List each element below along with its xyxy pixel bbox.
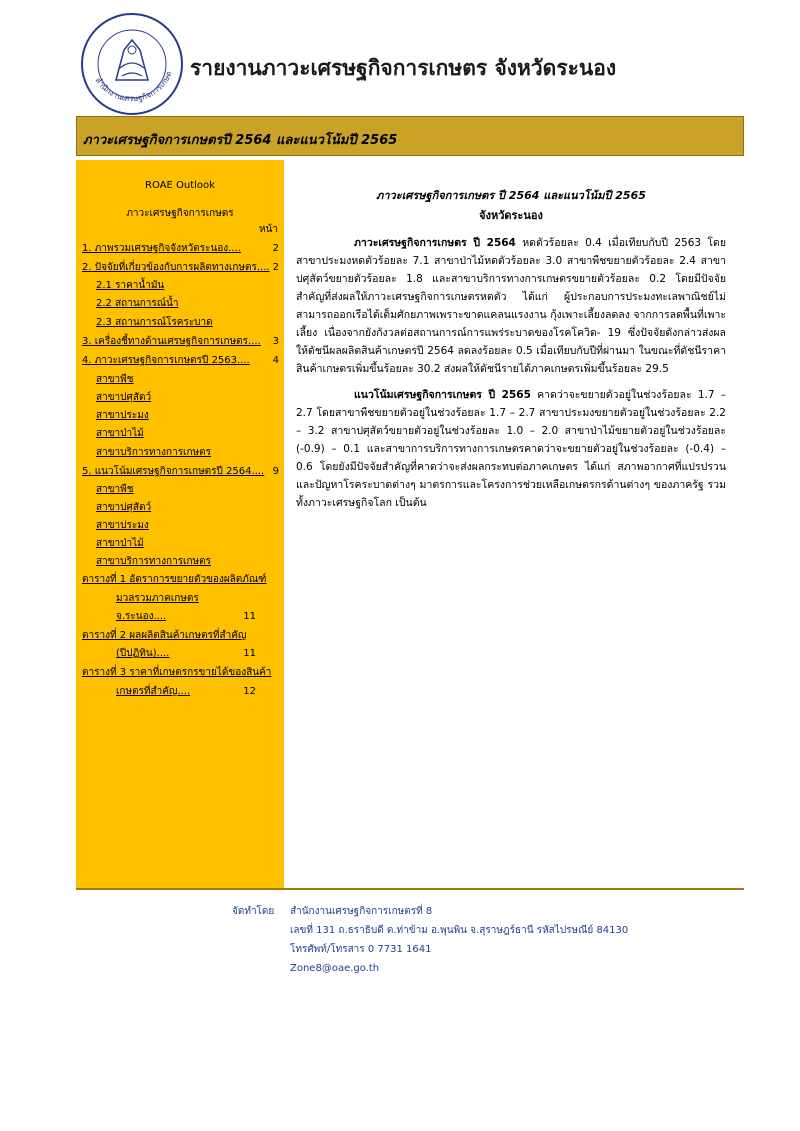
toc-item-label: 2. ปัจจัยที่เกี่ยวข้องกับการผลิตทางเกษตร....	[82, 262, 270, 273]
toc-item-label: สาขาปศุสัตว์	[96, 502, 152, 513]
paragraph-current-year	[296, 234, 726, 378]
toc-item[interactable]	[96, 391, 151, 404]
toc-item[interactable]	[96, 316, 213, 329]
toc-item-label: 4. ภาวะเศรษฐกิจการเกษตรปี 2563....	[82, 355, 250, 366]
toc-item[interactable]	[116, 592, 199, 605]
toc-item-label: ตารางที่ 2 ผลผลิตสินค้าเกษตรที่สำคัญ	[82, 630, 247, 641]
toc-item[interactable]	[96, 501, 151, 514]
toc-item[interactable]	[116, 610, 256, 623]
toc-item-label: สาขาบริการทางการเกษตร	[96, 556, 211, 567]
toc-item-label: สาขาป่าไม้	[96, 428, 144, 439]
toc-item[interactable]	[82, 354, 279, 367]
toc-item-label: สาขาปศุสัตว์	[96, 392, 152, 403]
footer-divider	[76, 888, 744, 890]
toc-item-label: 2.1 ราคาน้ำมัน	[96, 280, 165, 291]
section-bar-label: ภาวะเศรษฐกิจการเกษตรปี 2564 และแนวโน้มปี 2565	[83, 133, 398, 148]
toc-item-page: 12	[243, 686, 256, 697]
toc-item-label: สาขาพืช	[96, 484, 134, 495]
toc-item[interactable]	[96, 537, 144, 550]
toc-item[interactable]	[96, 427, 144, 440]
toc-item-page: 4	[272, 355, 279, 366]
office-address: เลขที่ 131 ถ.ธราธิบดี ต.ท่าข้าม อ.พุนพิน จ.สุราษฎร์ธานี รหัสไปรษณีย์ 84130	[290, 925, 629, 936]
toc-item-page: 11	[243, 611, 256, 622]
toc-item-page: 11	[243, 648, 256, 659]
page-title: รายงานภาวะเศรษฐกิจการเกษตร จังหวัดระนอง	[190, 56, 617, 80]
toc-item[interactable]	[96, 519, 149, 532]
toc-item-label: (ปีปฏิทิน)....	[116, 648, 170, 659]
toc-item[interactable]	[82, 261, 279, 274]
toc-item-label: เกษตรที่สำคัญ....	[116, 686, 191, 697]
toc-item-label: 1. ภาพรวมเศรษฐกิจจังหวัดระนอง....	[82, 243, 241, 254]
toc-item[interactable]	[82, 666, 271, 679]
toc-item[interactable]	[96, 555, 211, 568]
toc-item[interactable]	[96, 297, 178, 310]
oae-logo	[78, 10, 186, 118]
toc-item-label: จ.ระนอง....	[116, 611, 167, 622]
office-email[interactable]: Zone8@oae.go.th	[290, 963, 380, 974]
page-column-label: หน้า	[258, 224, 278, 235]
footer	[232, 902, 628, 978]
toc-item-page: 3	[272, 336, 279, 347]
toc-item-label: สาขาป่าไม้	[96, 538, 144, 549]
toc-item[interactable]	[96, 279, 164, 292]
content-title: ภาวะเศรษฐกิจการเกษตร ปี 2564 และแนวโน้มปี 2565	[376, 189, 646, 202]
toc-item[interactable]	[96, 373, 134, 386]
toc-item-page: 2	[272, 243, 279, 254]
logo-text: สำนักงานเศรษฐกิจการเกษต	[93, 69, 174, 104]
toc-item-label: 2.3 สถานการณ์โรคระบาด	[96, 317, 213, 328]
toc-item-page: 9	[272, 466, 279, 477]
toc-item-label: ตารางที่ 3 ราคาที่เกษตรกรขายได้ของสินค้า	[82, 667, 272, 678]
paragraph-lead: ภาวะเศรษฐกิจการเกษตร ปี 2564	[354, 237, 516, 249]
toc-item[interactable]	[116, 647, 256, 660]
toc-item[interactable]	[96, 409, 149, 422]
svg-text:สำนักงานเศรษฐกิจการเกษตร	[78, 10, 174, 103]
toc-item-label: สาขาประมง	[96, 520, 149, 531]
prepared-label: จัดทำโดย	[232, 906, 275, 917]
toc-item[interactable]	[82, 573, 266, 586]
toc-item[interactable]	[82, 335, 279, 348]
toc-item-label: มวลรวมภาคเกษตร	[116, 593, 199, 604]
main-content	[296, 186, 726, 520]
toc-item-page: 2	[272, 262, 279, 273]
paragraph-lead: แนวโน้มเศรษฐกิจการเกษตร ปี 2565	[354, 389, 531, 401]
toc-item-label: ตารางที่ 1 อัตราการขยายตัวของผลิตภัณฑ์	[82, 574, 267, 585]
toc-item[interactable]	[82, 465, 279, 478]
sidebar-subheading: ภาวะเศรษฐกิจการเกษตร	[126, 208, 234, 219]
toc-item[interactable]	[82, 629, 246, 642]
toc-item-label: 5. แนวโน้มเศรษฐกิจการเกษตรปี 2564....	[82, 466, 265, 477]
toc-item[interactable]	[96, 446, 211, 459]
toc-item[interactable]	[82, 242, 279, 255]
toc-item[interactable]	[96, 483, 134, 496]
toc-item-label: สาขาบริการทางการเกษตร	[96, 447, 211, 458]
toc-item-label: สาขาประมง	[96, 410, 149, 421]
office-phone: โทรศัพท์/โทรสาร 0 7731 1641	[290, 944, 432, 955]
toc-item-label: 3. เครื่องชี้ทางด้านเศรษฐกิจการเกษตร....	[82, 336, 261, 347]
paragraph-body: คาดว่าจะขยายตัวอยู่ในช่วงร้อยละ 1.7 – 2.7 โดยสาขาพืชขยายตัวอยู่ในช่วงร้อยละ 1.7 – 2.7 สาขาประมงขยายตัวอยู่ในช่วงร้อยละ 2.2 – 3.2 สาขาปศุสัตว์ขยายตัวอยู่ในช่วงร้อยละ 1.0 – 2.0 สาขาป่าไม้ขยายตัวอยู่ในช่วงร้อยละ (-0.9) – 0.1 และสาขาการบริการทางการเกษตรคาดว่าจะขยายตัวอยู่ในช่วงร้อยละ (-0.4) – 0.6 โดยยังมีปัจจัยสำคัญที่คาดว่าจะส่งผลกระทบต่อภาคเกษตร ได้แก่ สภาพอากาศที่แปรปรวน และปัญหาโรคระบาดต่างๆ มาตรการและโครงการช่วยเหลือเกษตรกรด้านต่างๆ ของภาครัฐ รวมทั้งภาวะเศรษฐกิจโลก เป็นต้น	[296, 389, 726, 509]
toc-item[interactable]	[116, 685, 256, 698]
content-subtitle: จังหวัดระนอง	[479, 209, 543, 222]
paragraph-outlook	[296, 386, 726, 512]
toc-item-label: สาขาพืช	[96, 374, 134, 385]
paragraph-body: หดตัวร้อยละ 0.4 เมื่อเทียบกับปี 2563 โดยสาขาประมงหดตัวร้อยละ 7.1 สาขาป่าไม้หดตัวร้อยละ 3.0 สาขาพืชขยายตัวร้อยละ 2.4 สาขาปศุสัตว์ขยายตัวร้อยละ 1.8 และสาขาบริการทางการเกษตรขยายตัวร้อยละ 0.2 โดยมีปัจจัยสำคัญที่ส่งผลให้ภาวะเศรษฐกิจการเกษตรหดตัว ได้แก่ ผู้ประกอบการประมงทะเลพาณิชย์ไม่สามารถออกเรือได้เต็มศักยภาพเพราะขาดแคลนแรงงาน กุ้งเพาะเลี้ยงลดลง จากการลดพื้นที่เพาะเลี้ยง เนื่องจากยังกังวลต่อสถานการณ์การแพร่ระบาดของโรคโควิด- 19 ซึ่งปัจจัยดังกล่าวส่งผลให้ดัชนีผลผลิตสินค้าเกษตรปี 2564 ลดลงร้อยละ 0.5 เมื่อเทียบกับปีที่ผ่านมา ในขณะที่ดัชนีราคาสินค้าเกษตรเพิ่มขึ้นร้อยละ 30.2 ส่งผลให้ดัชนีรายได้ภาคเกษตรเพิ่มขึ้นร้อยละ 29.5	[296, 237, 726, 375]
section-bar	[76, 116, 744, 156]
toc-item-label: 2.2 สถานการณ์น้ำ	[96, 298, 179, 309]
sidebar-toc	[76, 160, 284, 888]
office-name: สำนักงานเศรษฐกิจการเกษตรที่ 8	[290, 906, 433, 917]
sidebar-heading: ROAE Outlook	[145, 180, 215, 191]
